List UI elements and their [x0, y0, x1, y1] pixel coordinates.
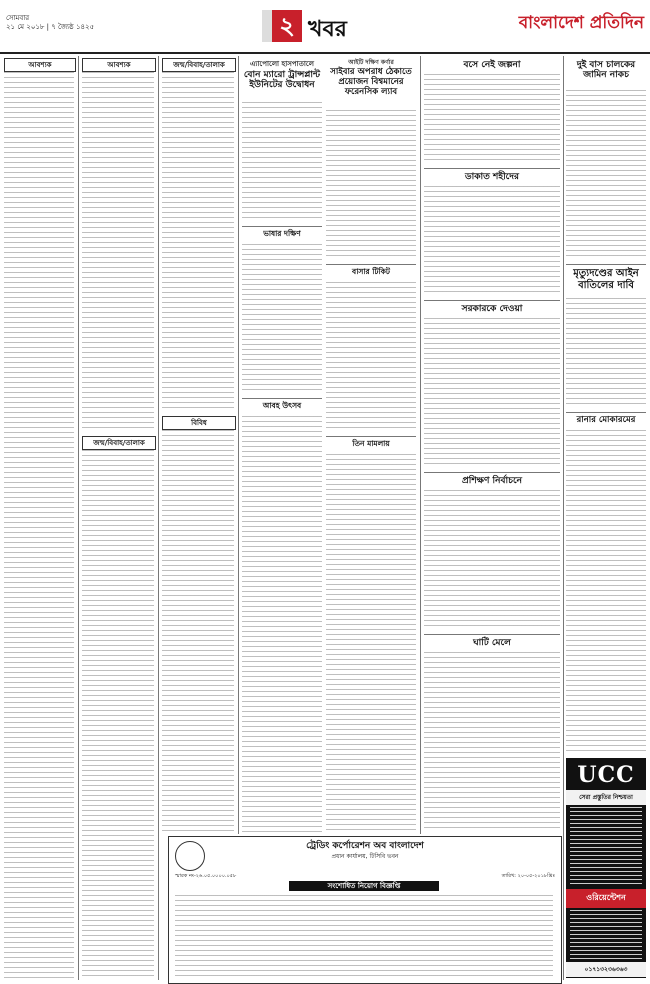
classified-column-1 — [4, 72, 74, 978]
right-article-3-body — [566, 430, 646, 752]
right-headline-1: দুই বাস চালকের জামিন নাকচ — [576, 60, 636, 81]
classified-head-2: আবশ্যক — [82, 58, 156, 72]
notice-ref: স্মারক নং-২৬.০৫.০০০০.০৫৮ — [175, 873, 237, 879]
classified-head-3b: বিবিধ — [162, 416, 236, 430]
ucc-tagline: সেরা প্রস্তুতির নিশ্চয়তা — [566, 790, 646, 805]
classified-head-2b: জন্ম/বিবাহ/তালাক — [82, 436, 156, 450]
headline-5: আবহ উৎসব — [262, 401, 302, 410]
page-header — [0, 0, 650, 54]
article-6-body — [326, 454, 416, 832]
classified-column-3-top — [162, 72, 234, 412]
classified-column-2-top — [82, 72, 154, 432]
ucc-body-text — [570, 807, 642, 887]
main-article-1-body — [424, 74, 560, 164]
classified-column-2-bottom — [82, 450, 154, 978]
main-article-3-body — [424, 318, 560, 468]
right-article-1-body — [566, 90, 646, 260]
notice-title: সংশোধিত নিয়োগ বিজ্ঞপ্তি — [289, 881, 439, 891]
main-headline-5: ঘাটি মেলে — [473, 638, 511, 648]
page-marker-bar — [262, 10, 272, 42]
headline-1-kicker: এ্যাপোলো হাসপাতালে — [250, 60, 314, 68]
main-headline-4: প্রশিক্ষণ নির্বাচনে — [462, 476, 522, 486]
right-article-2-body — [566, 298, 646, 408]
ucc-banner: ওরিয়েন্টেশন — [566, 889, 646, 908]
weekday: সোমবার — [6, 14, 30, 22]
tcb-logo — [175, 841, 205, 871]
classified-column-3-bottom — [162, 430, 234, 832]
article-1-body — [242, 102, 322, 222]
main-headline-2: ডাকাত শহীদের — [465, 172, 519, 182]
headline-1: বোন ম্যারো ট্রান্সপ্লান্ট ইউনিটের উদ্বোধন — [243, 70, 321, 91]
headline-4: বাসার টিকিট — [352, 267, 390, 276]
main-article-2-body — [424, 186, 560, 296]
main-headline-1: বসে নেই জল্পনা — [463, 60, 521, 70]
right-headline-2: মৃত্যুদণ্ডের আইন বাতিলের দাবি — [573, 268, 639, 291]
right-headline-3: রানার মোকারমের — [576, 415, 636, 425]
main-headline-3: সরকারকে দেওয়া — [461, 304, 523, 314]
notice-sub: প্রধান কার্যালয়, টিসিবি ভবন — [331, 853, 399, 860]
headline-2: সাইবার অপরাধ ঠেকাতে প্রয়োজন বিশ্বমানের ফরেনসিক ল্যাব — [330, 67, 412, 97]
masthead-logo: বাংলাদেশ প্রতিদিন — [518, 13, 644, 33]
ucc-logo: UCC — [577, 762, 635, 788]
article-2-body — [326, 110, 416, 260]
article-3-body — [242, 244, 322, 394]
notice-org: ট্রেডিং কর্পোরেশন অব বাংলাদেশ — [306, 841, 424, 851]
headline-2-kicker: আইটি দক্ষিণ কর্ণার — [348, 59, 394, 66]
ucc-advertisement — [566, 758, 646, 978]
page-number: ২ — [272, 10, 302, 42]
section-title: খবর — [308, 17, 347, 42]
classified-head-3: জন্ম/বিবাহ/তালাক — [162, 58, 236, 72]
notice-body — [175, 895, 553, 977]
headline-3: ভাষার দক্ষিণ — [263, 229, 301, 238]
main-article-4-body — [424, 490, 560, 630]
main-article-5-body — [424, 652, 560, 832]
article-5-body — [242, 416, 322, 832]
tcb-notice — [168, 836, 562, 984]
headline-6: তিন মামলায় — [352, 439, 390, 448]
notice-date: তারিখ: ২০-০৫-২০১৮খ্রিঃ — [501, 873, 555, 879]
ucc-branch-list — [570, 910, 642, 960]
issue-date — [6, 14, 94, 32]
classified-head-1: আবশ্যক — [4, 58, 76, 72]
ucc-phone: ০১৭১৩২৩৬৩৬৩ — [566, 962, 646, 977]
article-4-body — [326, 282, 416, 432]
date-text: ২১ মে ২০১৮ | ৭ জ্যৈষ্ঠ ১৪২৫ — [6, 23, 95, 31]
